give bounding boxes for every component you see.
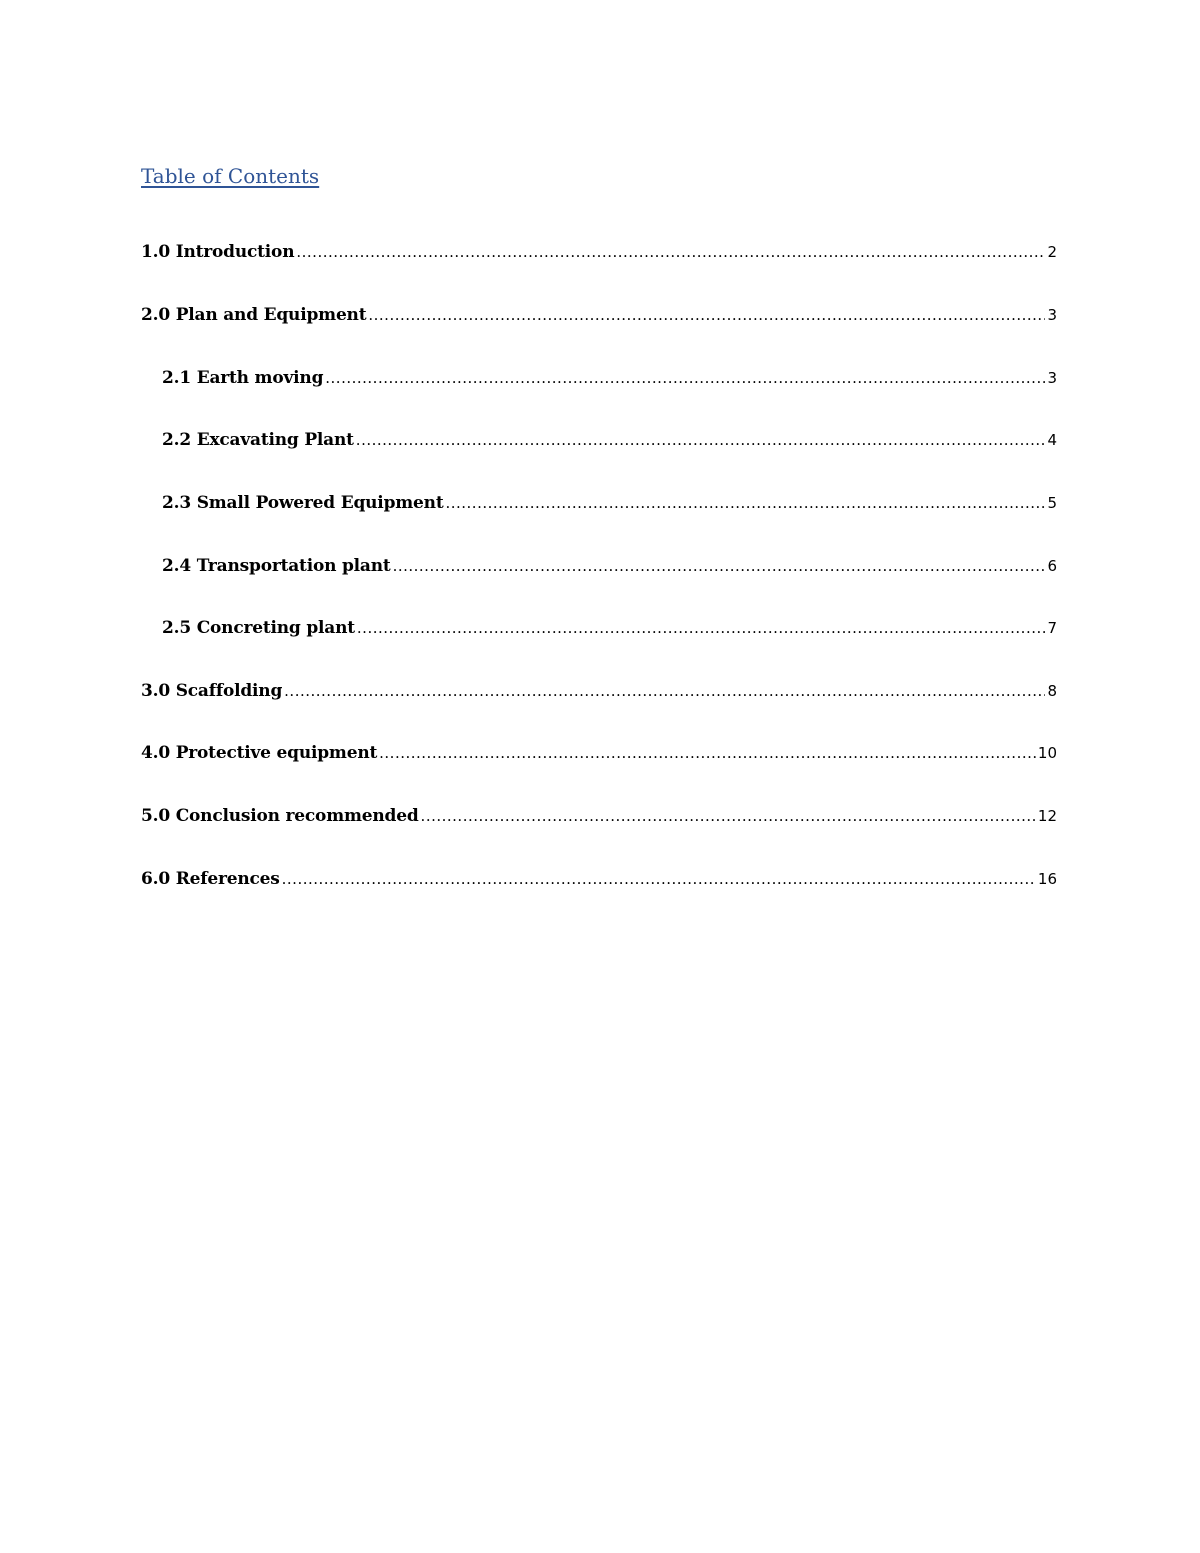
toc-entry-plan-and-equipment[interactable] (141, 303, 1057, 327)
toc-entry-conclusion-recommended[interactable] (141, 804, 1057, 828)
toc-entry-page-number: 12 (1037, 807, 1057, 825)
toc-entry-label: 2.5 Concreting plant (162, 618, 355, 638)
toc-entry-label: 2.3 Small Powered Equipment (162, 493, 444, 513)
toc-entry-label: 6.0 References (141, 869, 280, 889)
dot-leader (357, 616, 1046, 640)
toc-entry-introduction[interactable] (141, 240, 1057, 264)
dot-leader (445, 491, 1045, 515)
toc-entry-page-number: 8 (1047, 682, 1057, 700)
dot-leader (284, 679, 1045, 703)
toc-entry-label: 2.1 Earth moving (162, 368, 324, 388)
toc-entry-label: 4.0 Protective equipment (141, 743, 378, 763)
toc-entry-page-number: 5 (1047, 494, 1057, 512)
toc-entry-label: 2.4 Transportation plant (162, 556, 391, 576)
toc-entry-page-number: 4 (1047, 431, 1057, 449)
toc-entry-small-powered-equipment[interactable] (162, 491, 1057, 515)
toc-entry-scaffolding[interactable] (141, 679, 1057, 703)
toc-title[interactable]: Table of Contents (141, 164, 320, 188)
dot-leader (296, 240, 1045, 264)
toc-entry-label: 2.0 Plan and Equipment (141, 305, 367, 325)
dot-leader (368, 303, 1045, 327)
toc-entry-page-number: 6 (1047, 557, 1057, 575)
dot-leader (356, 428, 1046, 452)
toc-entry-concreting-plant[interactable] (162, 616, 1057, 640)
toc-entry-excavating-plant[interactable] (162, 428, 1057, 452)
toc-entry-page-number: 10 (1037, 744, 1057, 762)
toc-entry-references[interactable] (141, 867, 1057, 891)
dot-leader (282, 867, 1036, 891)
toc-entry-label: 1.0 Introduction (141, 242, 295, 262)
toc-entry-label: 5.0 Conclusion recommended (141, 806, 419, 826)
toc-entry-page-number: 7 (1047, 619, 1057, 637)
dot-leader (379, 741, 1036, 765)
toc-entry-label: 2.2 Excavating Plant (162, 430, 354, 450)
toc-entry-protective-equipment[interactable] (141, 741, 1057, 765)
dot-leader (325, 366, 1045, 390)
toc-entry-transportation-plant[interactable] (162, 554, 1057, 578)
toc-entry-page-number: 16 (1037, 870, 1057, 888)
toc-entry-earth-moving[interactable] (162, 366, 1057, 390)
toc-entry-page-number: 2 (1047, 243, 1057, 261)
toc-entry-page-number: 3 (1047, 369, 1057, 387)
toc-entry-label: 3.0 Scaffolding (141, 681, 283, 701)
dot-leader (421, 804, 1036, 828)
dot-leader (393, 554, 1046, 578)
toc-entry-page-number: 3 (1047, 306, 1057, 324)
